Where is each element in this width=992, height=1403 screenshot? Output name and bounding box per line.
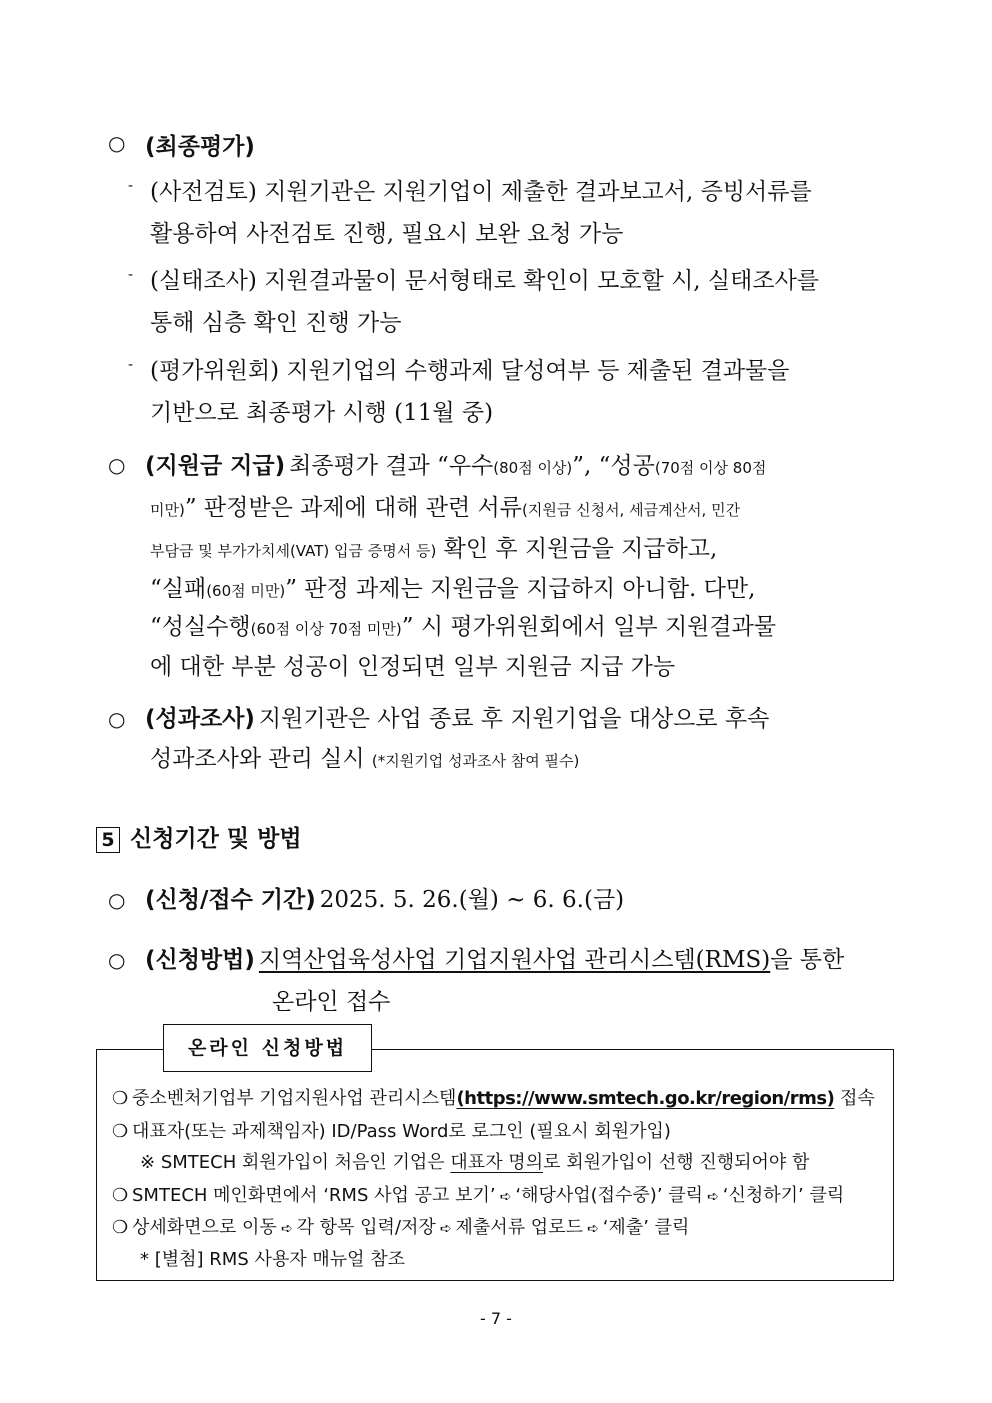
box-line4-text-c: ‘신청하기’ 클릭 <box>722 1185 845 1206</box>
page-number: - 7 - <box>480 1309 512 1328</box>
grant-text2c: (지원금 신청서, 세금계산서, 민간 <box>522 501 741 519</box>
perf-line1 <box>145 700 769 733</box>
bullet-period: ○ <box>108 888 126 912</box>
box-line3-text: SMTECH 회원가입이 처음인 기업은 <box>160 1152 451 1173</box>
box-line4-text-b: ‘해당사업(접수중)’ 클릭 <box>515 1185 704 1206</box>
section-number-box: 5 <box>96 827 120 853</box>
pre-review-line1 <box>150 173 896 206</box>
smtech-url-link[interactable]: (https://www.smtech.go.kr/region/rms) <box>456 1088 835 1109</box>
circle-bullet-icon: ❍ <box>112 1088 129 1109</box>
grant-text5c: ” 시 평가위원회에서 일부 지원결과물 <box>401 614 777 640</box>
rms-system-link[interactable]: 지역산업육성사업 기업지원사업 관리시스템(RMS) <box>258 947 771 973</box>
circle-bullet-icon: ❍ <box>112 1121 129 1142</box>
representative-name-underlined: 대표자 명의 <box>450 1152 544 1173</box>
box-line-6 <box>140 1245 405 1271</box>
grant-text1a: 최종평가 결과 “우수 <box>289 453 494 479</box>
survey-line1: (실태조사) 지원결과물이 문서형태로 확인이 모호할 시, 실태조사를 <box>150 268 820 294</box>
arrow-right-icon: ➪ <box>586 1221 599 1237</box>
arrow-right-icon: ➪ <box>707 1189 719 1205</box>
committee-line2: 기반으로 최종평가 시행 (11월 중) <box>150 400 494 426</box>
grant-line1 <box>145 447 766 480</box>
perf-text2a: 성과조사와 관리 실시 <box>150 746 372 772</box>
grant-line4 <box>150 570 755 603</box>
arrow-right-icon: ➪ <box>439 1221 452 1237</box>
box-line4-text-a: SMTECH 메인화면에서 ‘RMS 사업 공고 보기’ <box>132 1185 496 1206</box>
perf-text2b: (*지원기업 성과조사 참여 필수) <box>371 752 580 770</box>
box-line-1 <box>112 1084 875 1110</box>
bullet-perf: ○ <box>108 707 126 731</box>
box-line-4 <box>112 1181 844 1207</box>
method-line1 <box>145 941 844 974</box>
survey-line2: 통해 심층 확인 진행 가능 <box>150 310 402 336</box>
perf-text1: 지원기관은 사업 종료 후 지원기업을 대상으로 후속 <box>258 706 770 732</box>
box-line5-text-b: 각 항목 입력/저장 <box>296 1217 436 1238</box>
grant-text5a: “성실수행 <box>150 614 251 640</box>
bullet-final-eval: ○ <box>108 131 126 155</box>
box-line2-text: 대표자(또는 과제책임자) ID/Pass Word로 로그인 (필요시 회원가입) <box>132 1121 671 1142</box>
period-text: 2025. 5. 26.(월) ~ 6. 6.(금) <box>319 887 625 913</box>
grant-text4b: (60점 미만) <box>206 582 286 600</box>
box-line-2 <box>112 1117 671 1143</box>
arrow-right-icon: ➪ <box>280 1221 293 1237</box>
section5-title <box>96 820 302 853</box>
grant-line2 <box>150 489 740 522</box>
box-line5-text-c: 제출서류 업로드 <box>455 1217 583 1238</box>
section-title-text: 신청기간 및 방법 <box>130 826 302 852</box>
box-line-3 <box>140 1148 809 1174</box>
grant-text4c: ” 판정 과제는 지원금을 지급하지 아니함. 다만, <box>285 576 756 602</box>
note-mark-icon: ※ <box>140 1152 156 1173</box>
method-heading: (신청방법) <box>145 947 255 973</box>
grant-text4a: “실패 <box>150 576 207 602</box>
dash-3: - <box>128 355 134 373</box>
method-text: 을 통한 <box>770 947 845 973</box>
box-line5-text-a: 상세화면으로 이동 <box>132 1217 277 1238</box>
period-heading: (신청/접수 기간) <box>145 887 316 913</box>
online-method-title: 온라인 신청방법 <box>163 1024 372 1072</box>
grant-text3a: 부담금 및 부가가치세(VAT) 입금 증명서 등) <box>150 542 437 560</box>
grant-text2a: 미만) <box>150 501 185 519</box>
grant-line6: 에 대한 부분 성공이 인정되면 일부 지원금 지급 가능 <box>150 654 676 680</box>
pre-review-line2: 활용하여 사전검토 진행, 필요시 보완 요청 가능 <box>150 221 624 247</box>
bullet-grant: ○ <box>108 453 126 477</box>
grant-text1d: (70점 이상 80점 <box>654 459 767 477</box>
grant-text3b: 확인 후 지원금을 지급하고, <box>436 536 718 562</box>
circle-bullet-icon: ❍ <box>112 1185 129 1206</box>
grant-line3 <box>150 530 717 563</box>
grant-text1c: ”, “성공 <box>572 453 655 479</box>
bullet-method: ○ <box>108 948 126 972</box>
grant-text5b: (60점 이상 70점 미만) <box>250 620 402 638</box>
box-line1-tail: 접속 <box>834 1088 875 1109</box>
pre-review-text1: (사전검토) 지원기관은 지원기업이 제출한 결과보고서, 증빙서류를 <box>150 179 812 205</box>
perf-line2 <box>150 740 579 773</box>
final-eval-heading: (최종평가) <box>145 134 255 160</box>
box-line3-tail: 로 회원가입이 선행 진행되어야 함 <box>543 1152 810 1173</box>
grant-text1b: (80점 이상) <box>493 459 573 477</box>
dash-1: - <box>128 176 134 194</box>
grant-text2b: ” 판정받은 과제에 대해 관련 서류 <box>184 495 522 521</box>
perf-heading: (성과조사) <box>145 706 255 732</box>
circle-bullet-icon: ❍ <box>112 1217 129 1238</box>
asterisk-mark-icon: * <box>140 1249 149 1270</box>
box-line1-text: 중소벤처기업부 기업지원사업 관리시스템 <box>132 1088 457 1109</box>
period-line <box>145 881 624 914</box>
box-line5-text-d: ‘제출’ 클릭 <box>602 1217 690 1238</box>
arrow-right-icon: ➪ <box>499 1189 512 1205</box>
box-line6-text: [별첨] RMS 사용자 매뉴얼 참조 <box>154 1249 406 1270</box>
grant-line5 <box>150 608 776 641</box>
grant-heading: (지원금 지급) <box>145 453 286 479</box>
box-line-5 <box>112 1213 689 1239</box>
method-line2: 온라인 접수 <box>272 989 391 1015</box>
dash-2: - <box>128 265 134 283</box>
committee-line1: (평가위원회) 지원기업의 수행과제 달성여부 등 제출된 결과물을 <box>150 358 790 384</box>
